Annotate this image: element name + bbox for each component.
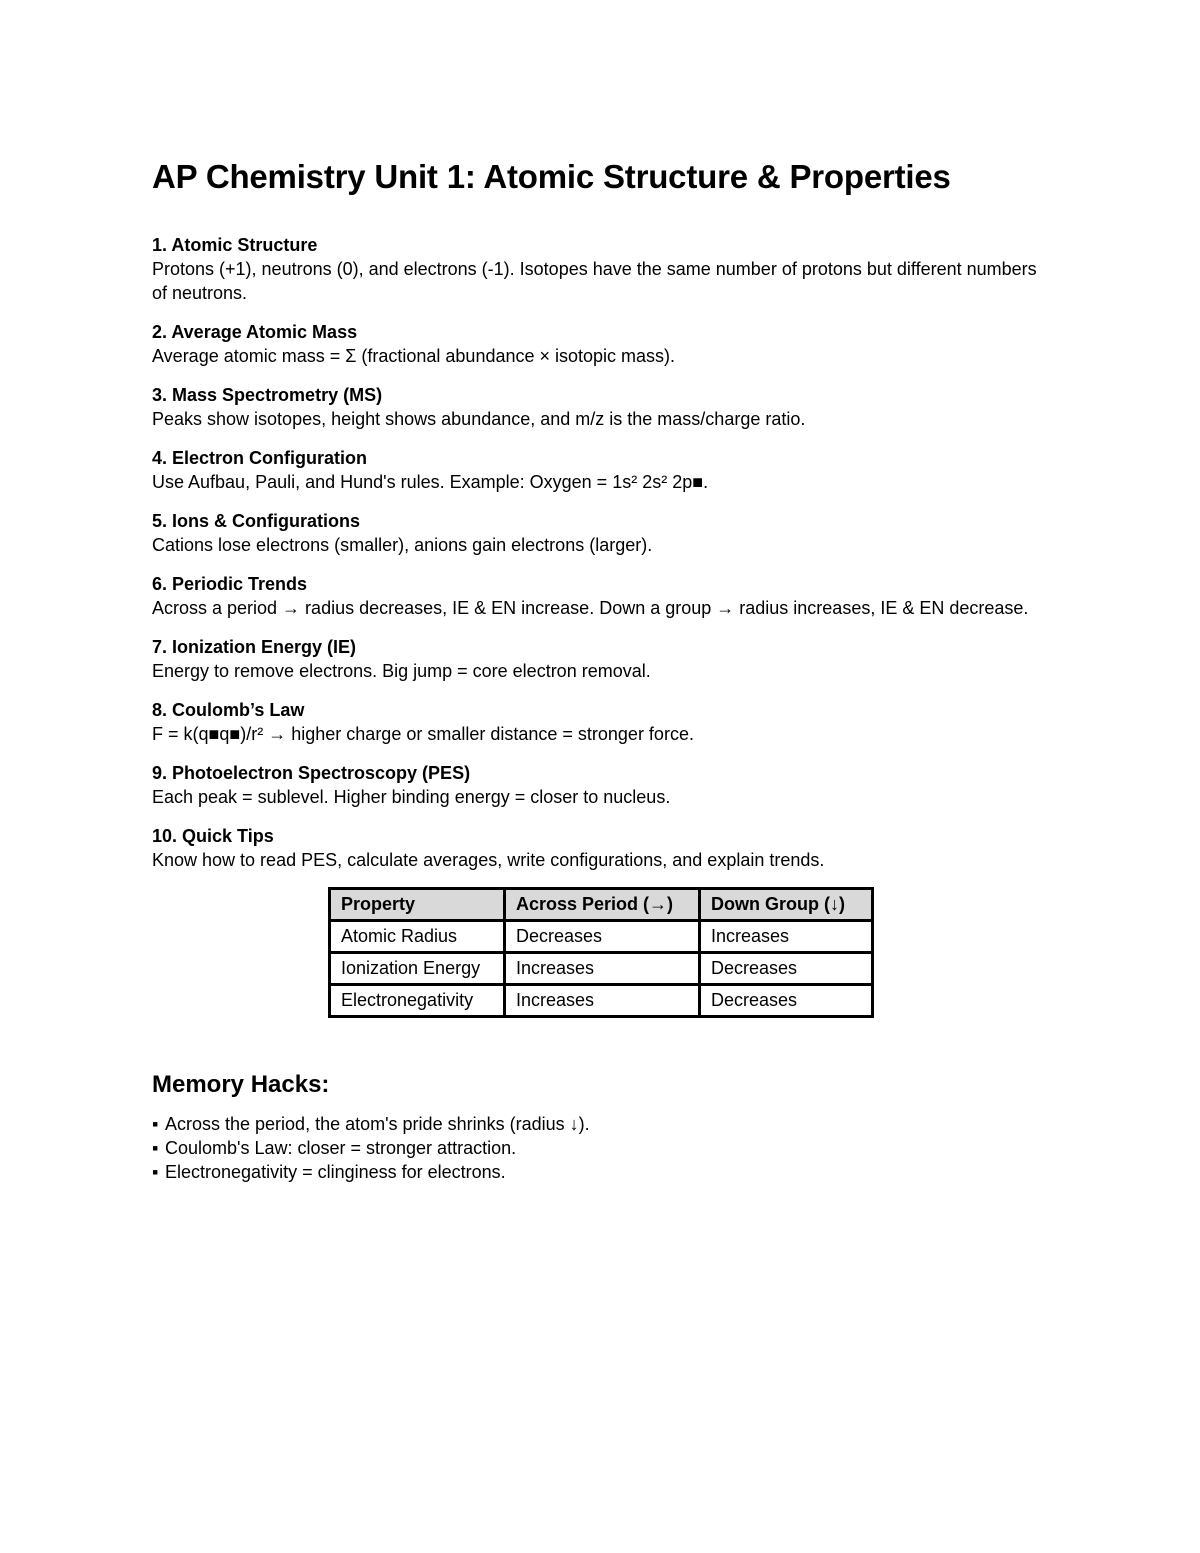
section-heading: 4. Electron Configuration [152, 448, 368, 468]
table-row [330, 921, 873, 953]
list-item-text: Across the period, the atom's pride shrinks (radius ↓). [165, 1114, 590, 1134]
section-body: Average atomic mass = Σ (fractional abundance × isotopic mass). [152, 346, 676, 366]
section-body: Across a period → radius decreases, IE & EN increase. Down a group → radius increases, IE & EN decrease. [152, 598, 1029, 618]
trends-table-wrapper [328, 887, 1052, 1018]
table-cell: Ionization Energy [330, 953, 505, 985]
section-average-atomic-mass [152, 320, 1052, 368]
section-heading: 8. Coulomb’s Law [152, 700, 305, 720]
list-item [152, 1160, 1052, 1184]
section-heading: 6. Periodic Trends [152, 574, 308, 594]
table-header-row [330, 889, 873, 921]
section-pes [152, 761, 1052, 809]
section-body: Know how to read PES, calculate averages, write configurations, and explain trends. [152, 850, 825, 870]
section-heading: 1. Atomic Structure [152, 235, 318, 255]
table-cell: Decreases [700, 985, 873, 1017]
table-header-cell: Down Group (↓) [700, 889, 873, 921]
table-cell: Decreases [700, 953, 873, 985]
section-electron-configuration [152, 446, 1052, 494]
table-header-cell: Property [330, 889, 505, 921]
bullet-icon: ▪ [152, 1114, 159, 1134]
section-heading: 7. Ionization Energy (IE) [152, 637, 357, 657]
section-quick-tips [152, 824, 1052, 872]
bullet-icon: ▪ [152, 1138, 159, 1158]
table-cell: Electronegativity [330, 985, 505, 1017]
sections-list [152, 233, 1052, 872]
section-heading: 3. Mass Spectrometry (MS) [152, 385, 383, 405]
table-cell: Increases [505, 953, 700, 985]
table-cell: Increases [700, 921, 873, 953]
section-heading: 5. Ions & Configurations [152, 511, 361, 531]
section-mass-spectrometry [152, 383, 1052, 431]
memory-hacks-list [152, 1112, 1052, 1184]
list-item-text: Electronegativity = clinginess for electrons. [165, 1162, 506, 1182]
section-body: F = k(q■q■)/r² → higher charge or smaller distance = stronger force. [152, 724, 694, 744]
list-item [152, 1112, 1052, 1136]
section-body: Peaks show isotopes, height shows abundance, and m/z is the mass/charge ratio. [152, 409, 806, 429]
table-cell: Increases [505, 985, 700, 1017]
bullet-icon: ▪ [152, 1162, 159, 1182]
section-heading: 10. Quick Tips [152, 826, 274, 846]
periodic-trends-table [328, 887, 874, 1018]
section-body: Use Aufbau, Pauli, and Hund's rules. Example: Oxygen = 1s² 2s² 2p■. [152, 472, 709, 492]
list-item [152, 1136, 1052, 1160]
section-heading: 2. Average Atomic Mass [152, 322, 358, 342]
section-periodic-trends [152, 572, 1052, 620]
section-body: Cations lose electrons (smaller), anions gain electrons (larger). [152, 535, 653, 555]
table-row [330, 953, 873, 985]
section-ionization-energy [152, 635, 1052, 683]
document-title: AP Chemistry Unit 1: Atomic Structure & Properties [152, 158, 951, 195]
section-body: Energy to remove electrons. Big jump = core electron removal. [152, 661, 651, 681]
table-row [330, 985, 873, 1017]
section-ions-configurations [152, 509, 1052, 557]
table-header-cell: Across Period (→) [505, 889, 700, 921]
section-coulombs-law [152, 698, 1052, 746]
section-heading: 9. Photoelectron Spectroscopy (PES) [152, 763, 471, 783]
section-body: Each peak = sublevel. Higher binding energy = closer to nucleus. [152, 787, 671, 807]
table-cell: Atomic Radius [330, 921, 505, 953]
section-atomic-structure [152, 233, 1052, 305]
section-body: Protons (+1), neutrons (0), and electrons (-1). Isotopes have the same number of protons but different numbers of neutrons. [152, 259, 1037, 303]
list-item-text: Coulomb's Law: closer = stronger attraction. [165, 1138, 517, 1158]
memory-hacks-heading: Memory Hacks: [152, 1071, 330, 1098]
table-cell: Decreases [505, 921, 700, 953]
document-page [152, 155, 1052, 1184]
